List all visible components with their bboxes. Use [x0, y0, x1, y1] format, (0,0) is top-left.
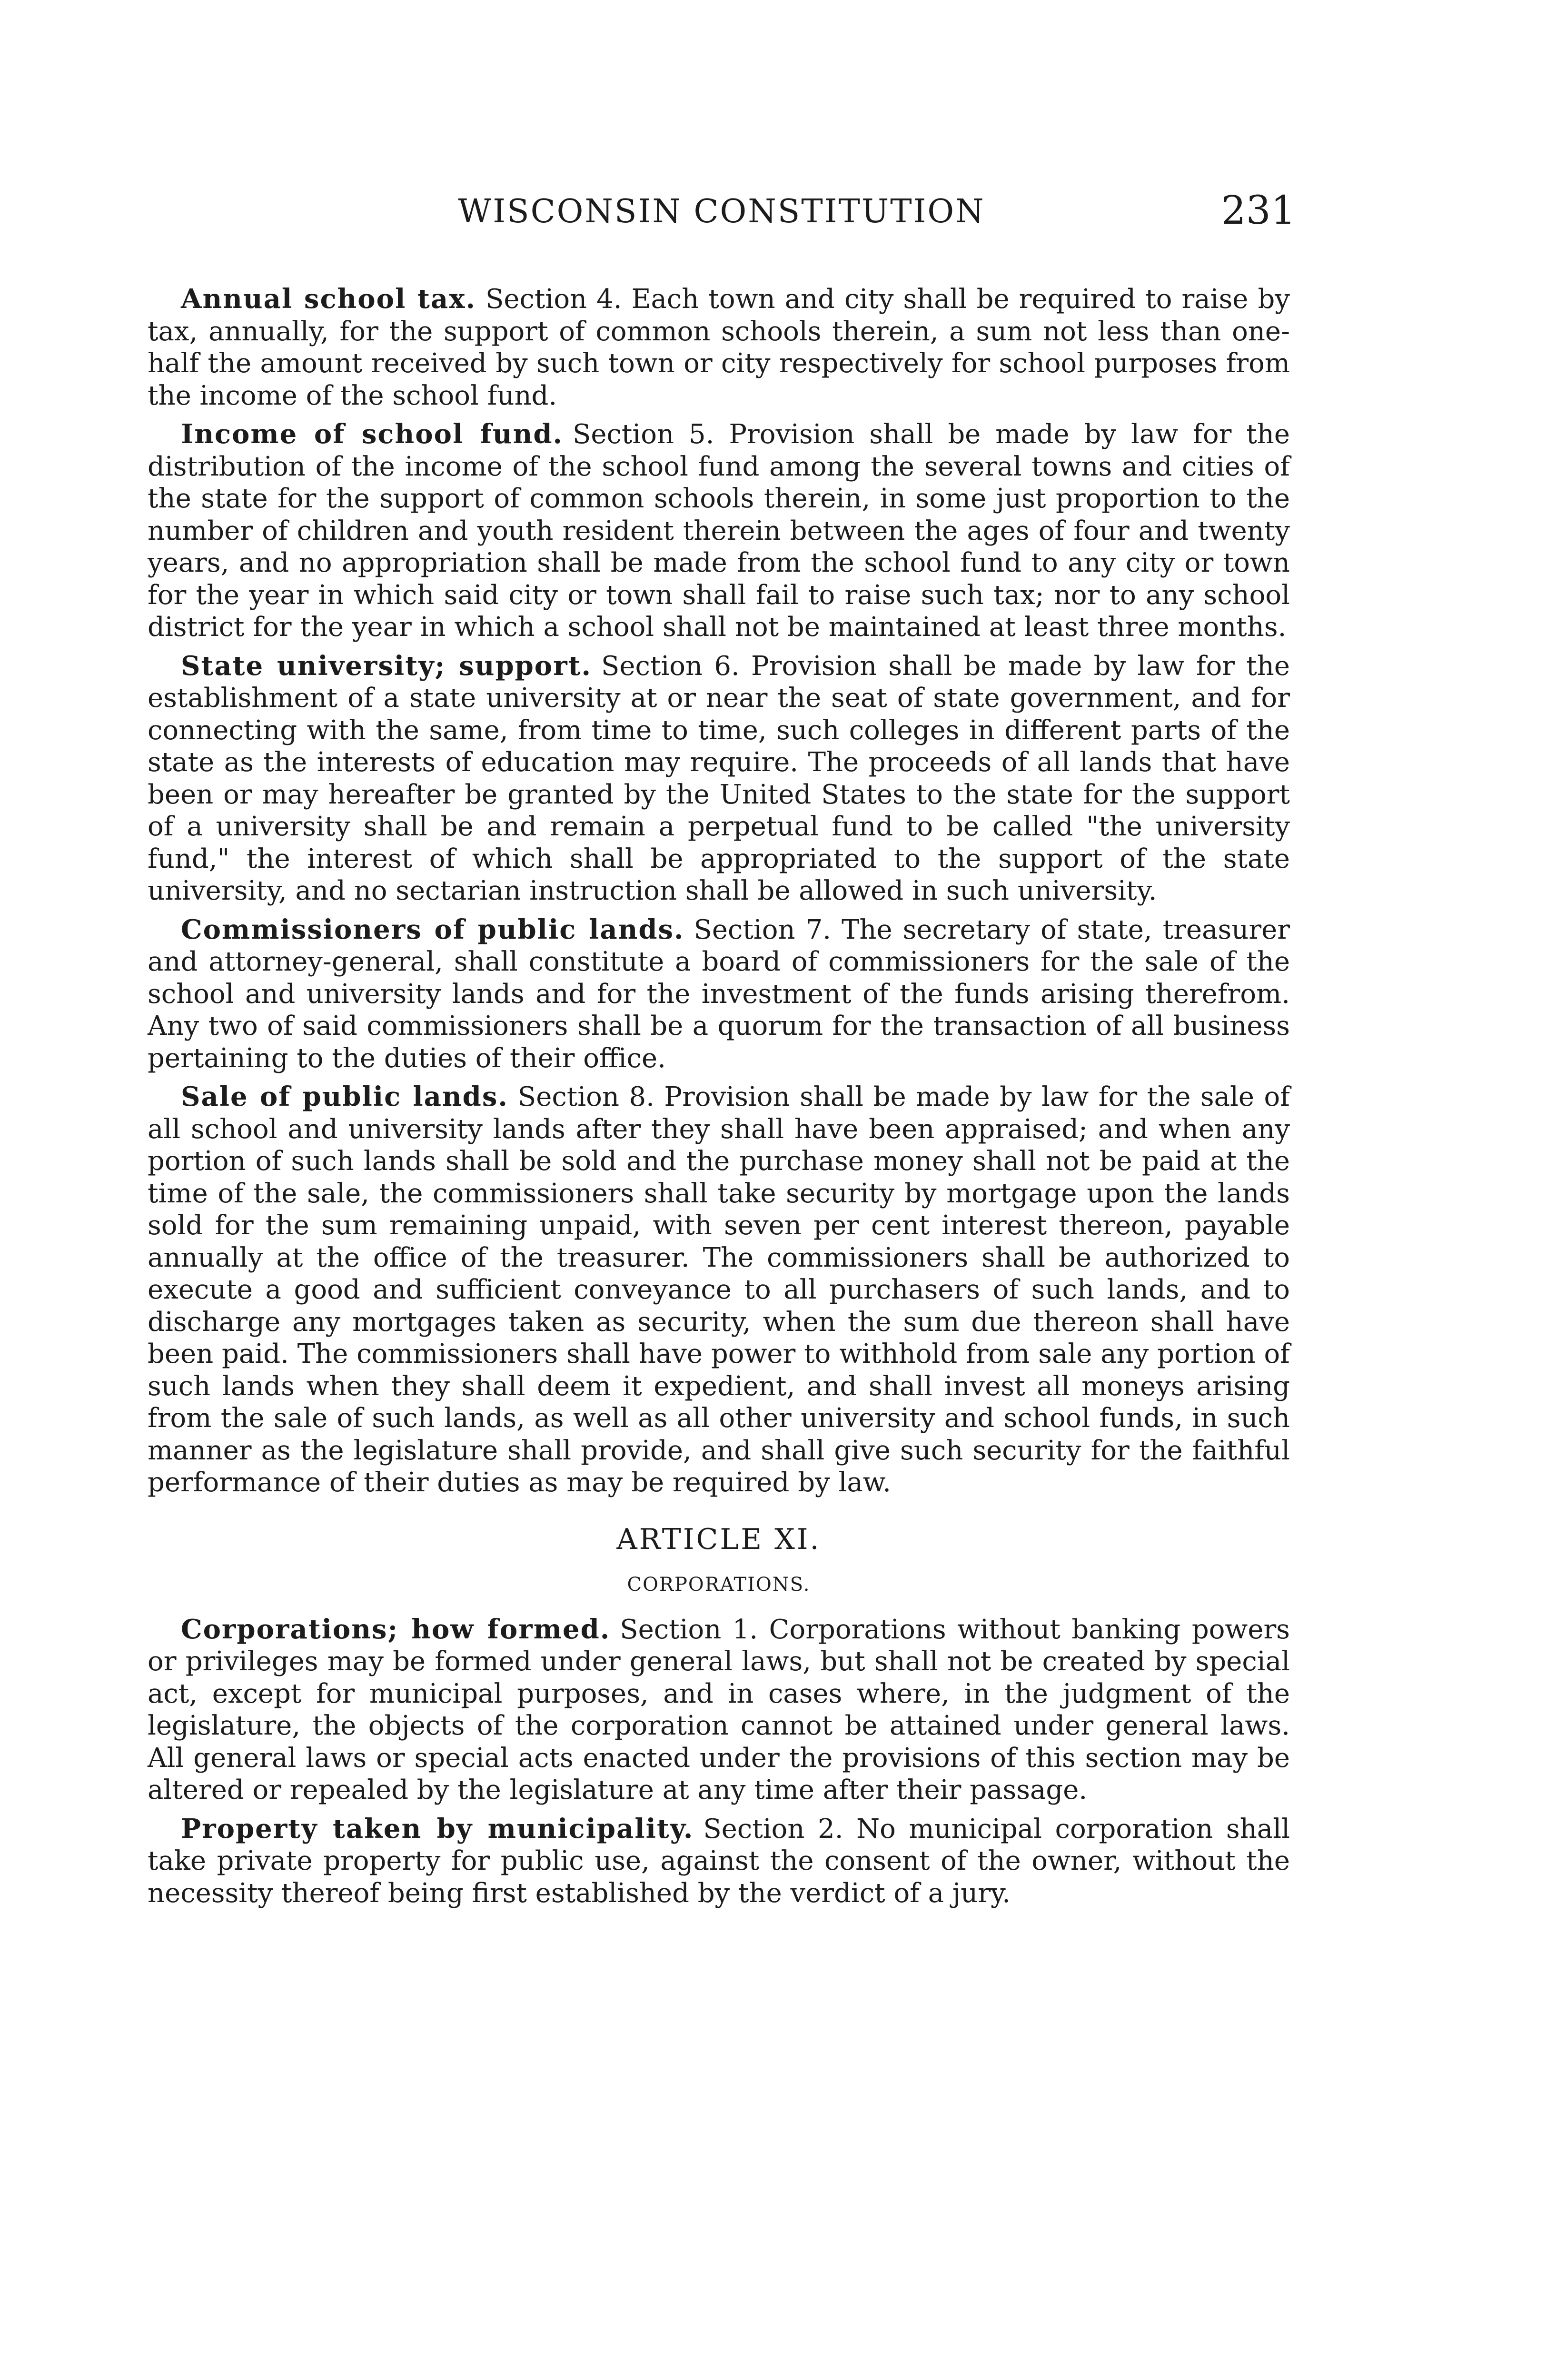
section-income-of-school-fund [148, 418, 1290, 644]
section-text: Section 5. Provision shall be made by law for the distribution of the income of the school fund among the several towns and cities of the state for the support of common schools therein, in some just proportion to the number of children and youth resident therein between the ages of four and twenty years, and no appropriation shall be made from the school fund to any city or town for the year in which said city or town shall fail to raise such tax; nor to any school district for the year in which a school shall not be maintained at least three months. [148, 419, 1290, 643]
section-sale-of-public-lands [148, 1081, 1290, 1499]
running-title: WISCONSIN CONSTITUTION [458, 193, 985, 230]
section-text: Section 8. Provision shall be made by law for the sale of all school and university lands after they shall have been appraised; and when any portion of such lands shall be sold and the purchase money shall not be paid at the time of the sale, the commissioners shall take security by mortgage upon the lands sold for the sum remaining unpaid, with seven per cent interest thereon, payable annually at the office of the treasurer. The commissioners shall be authorized to execute a good and sufficient conveyance to all purchasers of such lands, and to discharge any mortgages taken as security, when the sum due thereon shall have been paid. The commissioners shall have power to withhold from sale any portion of such lands when they shall deem it expedient, and shall invest all moneys arising from the sale of such lands, as well as all other university and school funds, in such manner as the legislature shall provide, and shall give such security for the faithful performance of their duties as may be required by law. [148, 1081, 1290, 1498]
article-subheading: CORPORATIONS. [627, 1574, 811, 1596]
article-heading: ARTICLE XI. [616, 1522, 821, 1556]
section-heading: Corporations; how formed. [181, 1613, 611, 1645]
section-property-taken-by-municipality [148, 1813, 1290, 1910]
page-number: 231 [1221, 188, 1296, 233]
section-text: Section 1. Corporations without banking powers or privileges may be formed under general laws, but shall not be created by special act, except for municipal purposes, and in cases where, in the judgment of the legislature, the objects of the corporation cannot be attained under general laws. All general laws or special acts enacted under the provisions of this section may be altered or repealed by the legislature at any time after their passage. [148, 1614, 1290, 1805]
section-text: Section 2. No municipal corporation shall take private property for public use, against the consent of the owner, without the necessity thereof being first established by the verdict of a jury. [148, 1813, 1290, 1909]
body-text [148, 283, 1290, 1916]
section-corporations-how-formed [148, 1614, 1290, 1806]
section-heading: State university; support. [181, 650, 592, 682]
section-heading: Commissioners of public lands. [181, 913, 684, 945]
section-heading: Income of school fund. [181, 418, 564, 450]
section-state-university-support [148, 650, 1290, 907]
section-commissioners-of-public-lands [148, 914, 1290, 1075]
section-text: Section 4. Each town and city shall be required to raise by tax, annually, for the support of common schools therein, a sum not less than one-half the amount received by such town or city respectively for school purposes from the income of the school fund. [148, 284, 1290, 411]
section-heading: Property taken by municipality. [181, 1813, 694, 1844]
section-heading: Sale of public lands. [181, 1081, 508, 1112]
section-text: Section 6. Provision shall be made by law for the establishment of a state university at or near the seat of state government, and for connecting with the same, from time to time, such colleges in different parts of the state as the interests of education may require. The proceeds of all lands that have been or may hereafter be granted by the United States to the state for the support of a university shall be and remain a perpetual fund to be called "the university fund," the interest of which shall be appropriated to the support of the state university, and no sectarian instruction shall be allowed in such university. [148, 650, 1290, 906]
section-annual-school-tax [148, 283, 1290, 412]
section-text: Section 7. The secretary of state, treasurer and attorney-general, shall constitute a board of commissioners for the sale of the school and university lands and for the investment of the funds arising therefrom. Any two of said commissioners shall be a quorum for the transaction of all business pertaining to the duties of their office. [148, 914, 1290, 1074]
running-head [148, 188, 1296, 236]
section-heading: Annual school tax. [181, 283, 476, 315]
